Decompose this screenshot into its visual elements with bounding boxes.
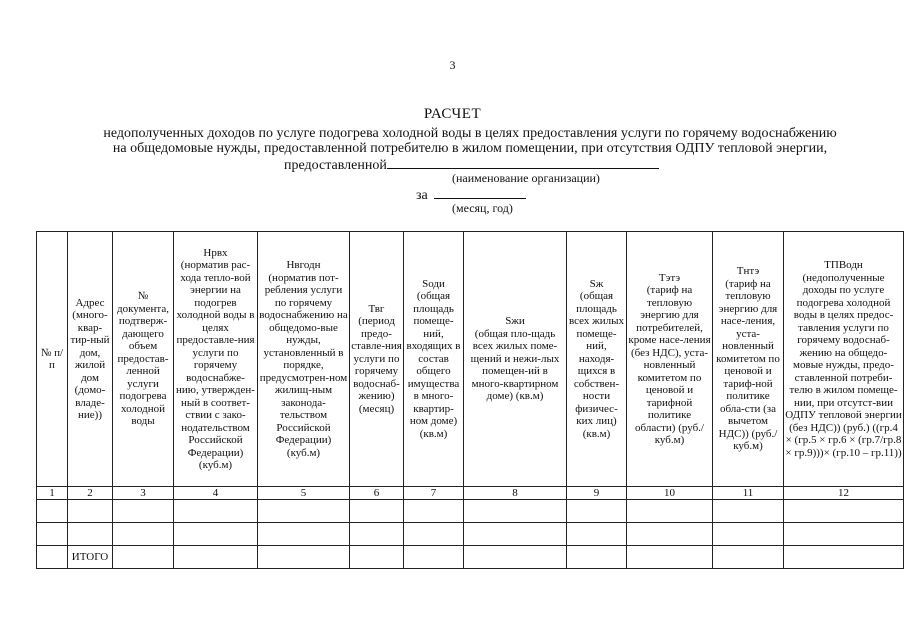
column-number-cell: 1 <box>37 487 68 500</box>
table-cell[interactable] <box>784 523 904 546</box>
table-cell[interactable] <box>113 523 174 546</box>
table-cell[interactable] <box>567 500 627 523</box>
column-number-cell: 6 <box>350 487 404 500</box>
table-cell[interactable] <box>713 500 784 523</box>
header-cell: Тнтэ (тариф на тепловую энергию для насе-ления, уста-новленный комитетом по ценовой и тариф-ной политике обла-сти (за вычетом НДС)) (руб./куб.м) <box>713 232 784 487</box>
table-cell[interactable] <box>37 500 68 523</box>
period-label: за <box>416 188 428 203</box>
table-cell[interactable] <box>113 500 174 523</box>
header-cell: Sоди (общая площадь помеще-ний, входящих в состав общего имущества в много-квартир-ном доме) (кв.м) <box>404 232 464 487</box>
header-cell: Sж (общая площадь всех жилых помеще-ний, находя-щихся в собствен-ности физичес-ких лиц) (кв.м) <box>567 232 627 487</box>
table-cell[interactable] <box>350 546 404 569</box>
column-number-cell: 10 <box>627 487 713 500</box>
table-cell[interactable] <box>627 546 713 569</box>
table-row <box>37 523 904 546</box>
header-cell: Адрес (много-квар-тир-ный дом, жилой дом (домо-владе-ние)) <box>68 232 113 487</box>
column-number-cell: 5 <box>258 487 350 500</box>
table-cell[interactable] <box>404 523 464 546</box>
table-cell[interactable] <box>258 546 350 569</box>
table-cell[interactable] <box>464 500 567 523</box>
header-cell: Нрвх (норматив рас-хода тепло-вой энергии на подогрев холодной воды в целях предоставле-ния услуги по горячему водоснабже-нию, утвержден-ный в соответ-ствии с зако-нодательством Российской Федерации) (куб.м) <box>174 232 258 487</box>
document-title: РАСЧЕТ <box>423 106 482 122</box>
total-row <box>37 546 904 569</box>
column-number-cell: 11 <box>713 487 784 500</box>
table-header-row <box>37 232 904 487</box>
table-cell[interactable] <box>627 500 713 523</box>
header-cell: Твг (период предо-ставле-ния услуги по горячему водоснаб-жению) (месяц) <box>350 232 404 487</box>
table-cell[interactable] <box>37 523 68 546</box>
table-cell[interactable] <box>567 546 627 569</box>
table-cell[interactable] <box>258 523 350 546</box>
total-label: ИТОГО <box>68 546 113 569</box>
table-cell[interactable] <box>713 546 784 569</box>
provided-label: предоставленной <box>284 158 387 173</box>
column-number-row <box>37 487 904 500</box>
header-cell: Тэтэ (тариф на тепловую энергию для потребителей, кроме насе-ления (без НДС), уста-новленный комитетом по ценовой и тарифной политике области) (руб./куб.м) <box>627 232 713 487</box>
organization-blank-field[interactable] <box>387 156 659 169</box>
table-cell[interactable] <box>174 546 258 569</box>
document-subtitle-line-1: недополученных доходов по услуге подогрева холодной воды в целях предоставления услуги по горячему водоснабжению <box>103 126 837 141</box>
column-number-cell: 7 <box>404 487 464 500</box>
table-cell[interactable] <box>464 546 567 569</box>
table-cell[interactable] <box>404 546 464 569</box>
column-number-cell: 8 <box>464 487 567 500</box>
table-row <box>37 500 904 523</box>
table-cell[interactable] <box>113 546 174 569</box>
table-cell[interactable] <box>258 500 350 523</box>
header-cell: ТПВодн (недополученные доходы по услуге подогрева холодной воды в целях предос-тавления услуги по горячему водоснаб-жению на общедо-мовые нужды, предо-ставленной потреби-телю в жилом помеще-нии, при отсутст-вии ОДПУ тепловой энергии (без НДС)) (руб.) ((гр.4 × (гр.5 × гр.6 × (гр.7/гр.8 × гр.9)))× (гр.10 – гр.11)) <box>784 232 904 487</box>
column-number-cell: 3 <box>113 487 174 500</box>
table-cell[interactable] <box>464 523 567 546</box>
document-subtitle-line-2: на общедомовые нужды, предоставленной потребителю в жилом помещении, при отсутствия ОДПУ тепловой энергии, <box>112 141 828 156</box>
table-cell[interactable] <box>37 546 68 569</box>
table-cell[interactable] <box>350 500 404 523</box>
header-cell: Нвгодн (норматив пот-ребления услуги по горячему водоснабжению на общедомо-вые нужды, установленный в порядке, предусмотрен-ном жилищ-ным законода-тельством Российской Федерации) (куб.м) <box>258 232 350 487</box>
column-number-cell: 12 <box>784 487 904 500</box>
table-cell[interactable] <box>68 500 113 523</box>
table-cell[interactable] <box>68 523 113 546</box>
table-cell[interactable] <box>404 500 464 523</box>
page-number: 3 <box>449 58 456 72</box>
header-cell: № п/п <box>37 232 68 487</box>
header-cell: Sжи (общая пло-щадь всех жилых поме-щений и нежи-лых помещен-ий в много-квартирном доме) (кв.м) <box>464 232 567 487</box>
table-cell[interactable] <box>350 523 404 546</box>
column-number-cell: 4 <box>174 487 258 500</box>
table-cell[interactable] <box>627 523 713 546</box>
table-cell[interactable] <box>174 500 258 523</box>
table-cell[interactable] <box>567 523 627 546</box>
month-year-caption: (месяц, год) <box>452 201 513 215</box>
table-cell[interactable] <box>713 523 784 546</box>
organization-caption: (наименование организации) <box>452 171 600 185</box>
calculation-table <box>36 231 904 569</box>
column-number-cell: 2 <box>68 487 113 500</box>
column-number-cell: 9 <box>567 487 627 500</box>
table-cell[interactable] <box>784 500 904 523</box>
month-year-blank-field[interactable] <box>434 186 526 199</box>
header-cell: № документа, подтверж-дающего объем предостав-ленной услуги подогрева холодной воды <box>113 232 174 487</box>
table-cell[interactable] <box>784 546 904 569</box>
table-cell[interactable] <box>174 523 258 546</box>
